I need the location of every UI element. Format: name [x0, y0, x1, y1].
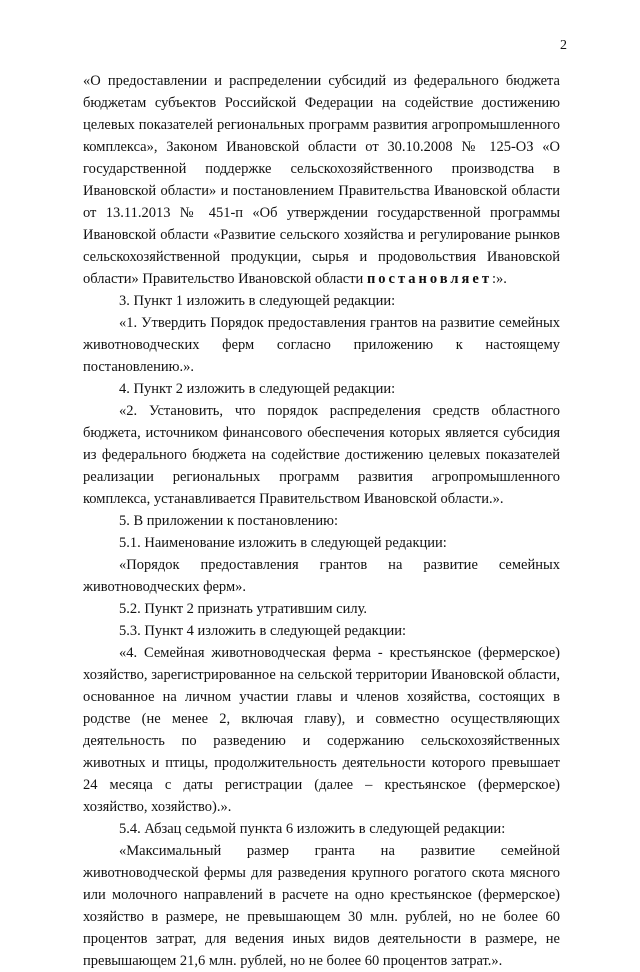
item-5-3: 5.3. Пункт 4 изложить в следующей редакции:	[119, 623, 407, 639]
item-5-4-text: «Максимальный размер гранта на развитие семейной животноводческой фермы для разведения крупного рогатого скота мясного или молочного направлений в расчете на одно крестьянское (фермерское) хозяйство в размере, не превышающем 30 млн. рублей, но не более 60 процентов затрат, для ведения иных видов деятельности в размере, не превышающем 21,6 млн. рублей, но не более 60 процентов затрат.».	[83, 843, 560, 969]
paragraph-preamble-continuation	[83, 70, 560, 290]
page-number: 2	[560, 38, 567, 53]
item-5-2: 5.2. Пункт 2 признать утратившим силу.	[119, 601, 368, 617]
emphasized-word: постановляет	[366, 271, 492, 287]
item-5: 5. В приложении к постановлению:	[119, 513, 339, 529]
item-4: 4. Пункт 2 изложить в следующей редакции:	[119, 381, 396, 397]
item-4-text: «2. Установить, что порядок распределения средств областного бюджета, источником финансового обеспечения которых является субсидия из федерального бюджета на содействие достижению целевых показателей реализации региональных программ развития агропромышленного комплекса, устанавливается Правительством Ивановской области.».	[83, 403, 560, 507]
item-5-1: 5.1. Наименование изложить в следующей редакции:	[119, 535, 447, 551]
item-5-4: 5.4. Абзац седьмой пункта 6 изложить в следующей редакции:	[119, 821, 506, 837]
item-3-text: «1. Утвердить Порядок предоставления грантов на развитие семейных животноводческих ферм согласно приложению к настоящему постановлению.».	[83, 315, 560, 375]
item-5-3-text: «4. Семейная животноводческая ферма - крестьянское (фермерское) хозяйство, зарегистрированное на сельской территории Ивановской области, основанное на личном участии главы и членов хозяйства, состоящих в родстве (не менее 2, включая главу), и совместно осуществляющих деятельность по разведению и содержанию сельскохозяйственных животных и птицы, продолжительность деятельности которого превышает 24 месяца с даты регистрации (далее – крестьянское (фермерское) хозяйство, хозяйство).».	[83, 645, 560, 815]
preamble-tail: :».	[491, 271, 507, 287]
document-body	[83, 70, 560, 972]
item-3: 3. Пункт 1 изложить в следующей редакции:	[119, 293, 396, 309]
item-5-1-text: «Порядок предоставления грантов на развитие семейных животноводческих ферм».	[83, 557, 560, 595]
preamble-text: «О предоставлении и распределении субсидий из федерального бюджета бюджетам субъектов Российской Федерации на содействие достижению целевых показателей региональных программ развития агропромышленного комплекса», Законом Ивановской области от 30.10.2008 № 125-ОЗ «О государственной поддержке сельскохозяйственного производства в Ивановской области» и постановлением Правительства Ивановской области от 13.11.2013 № 451-п «Об утверждении государственной программы Ивановской области «Развитие сельского хозяйства и регулирование рынков сельскохозяйственной продукции, сырья и продовольствия Ивановской области» Правительство Ивановской области	[83, 73, 560, 287]
